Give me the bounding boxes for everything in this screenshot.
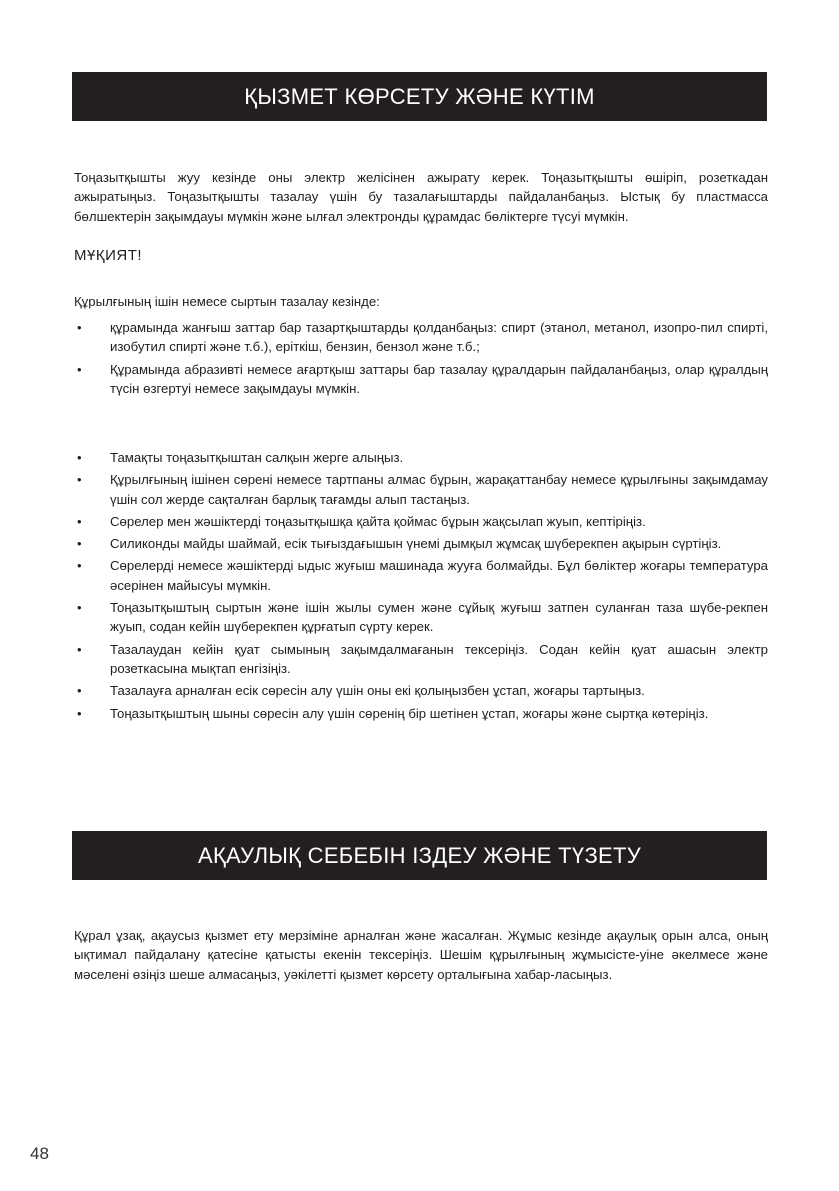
list-item: • Тазалауға арналған есік сөресін алу үшін оны екі қолыңызбен ұстап, жоғары тартыңыз. [74, 681, 768, 700]
page-number: 48 [30, 1144, 49, 1163]
intro-paragraph: Тоңазытқышты жуу кезінде оны электр желісінен ажырату керек. Тоңазытқышты өшіріп, розеткадан ажыратыңыз. Тоңазытқышты тазалау үшін бу тазалағыштарды пайдаланбаңыз. Ыстық бу пластмасса бөлшектерін зақымдауы мүмкін және ылғал электронды құрамдас бөліктерге түсуі мүмкін. [74, 170, 768, 224]
list-item: • Силиконды майды шаймай, есік тығыздағышын үнемі дымқыл жұмсақ шүберекпен ақырын сүртіңіз. [74, 534, 768, 553]
warning-lead: Құрылғының ішін немесе сыртын тазалау кезінде: [74, 294, 380, 309]
bullet-icon: • [77, 472, 82, 488]
list-item: • Тоңазытқыштың сыртын және ішін жылы сумен және сұйық жуғыш затпен суланған таза шүбе-рекпен жуып, содан кейін шүберекпен құрғатып сүрту керек. [77, 600, 768, 635]
bullet-icon: • [77, 683, 82, 699]
section-banner-maintenance [72, 72, 767, 121]
bullet-icon: • [77, 558, 82, 574]
bullet-icon: • [77, 320, 82, 335]
bullet-icon: • [77, 361, 82, 377]
list-item: • Сөрелерді немесе жәшіктерді ыдыс жуғыш машинада жууға болмайды. Бұл бөліктер жоғары температура әсерінен майысуы мүмкін. [77, 558, 768, 593]
list-item: • Тазалаудан кейін қуат сымының зақымдалмағанын тексеріңіз. Содан кейін қуат ашасын электр розеткасына мықтап енгізіңіз. [77, 641, 768, 676]
list-item: • Құрылғының ішінен сөрені немесе тартпаны алмас бұрын, жарақаттанбау немесе құрылғыны зақымдамау үшін сол жерде сақталған барлық тағамды алып тастаңыз. [77, 472, 768, 507]
bullet-icon: • [77, 450, 82, 465]
list-item: • Сөрелер мен жәшіктерді тоңазытқышқа қайта қоймас бұрын жақсылап жуып, кептіріңіз. [74, 512, 768, 531]
list-item: • Тоңазытқыштың шыны сөресін алу үшін сөренің бір шетінен ұстап, жоғары және сыртқа көтеріңіз. [74, 704, 768, 723]
list-item: • Құрамында абразивті немесе ағартқыш заттары бар тазалау құралдарын пайдаланбаңыз, олар құралдың түсін өзгертуі немесе зақымдауы мүмкін. [77, 361, 768, 396]
list-item: • құрамында жанғыш заттар бар тазартқыштарды қолданбаңыз: спирт (этанол, метанол, изопро-пил спирті, изобутил спирті және т.б.), еріткіш, бензин, бензол және т.б.; [77, 320, 768, 355]
bullet-icon: • [77, 513, 82, 529]
warning-list [74, 318, 768, 401]
bullet-icon: • [77, 705, 82, 721]
section-title: АҚАУЛЫҚ СЕБЕБІН ІЗДЕУ ЖӘНЕ ТҮЗЕТУ [197, 842, 642, 868]
bullet-icon: • [77, 641, 82, 657]
troubleshooting-paragraph: Құрал ұзақ, ақаусыз қызмет ету мерзіміне арналған және жасалған. Жұмыс кезінде ақаулық орын алса, оның ықтимал пайдалану қатесіне қатысты екенін тексеріңіз. Шешім құрылғының жұмысісте-уіне әкелмесе және мәселені өзіңіз шеше алмасаңыз, уәкілетті қызмет көрсету орталығына хабар-ласыңыз. [74, 928, 768, 982]
warning-heading: МҰҚИЯТ! [74, 247, 143, 264]
section-title: ҚЫЗМЕТ КӨРСЕТУ ЖӘНЕ КҮТІМ [244, 83, 595, 109]
bullet-icon: • [77, 536, 82, 552]
care-list [74, 448, 768, 726]
section-banner-troubleshooting [72, 831, 767, 880]
list-item: • Тамақты тоңазытқыштан салқын жерге алыңыз. [74, 448, 768, 467]
bullet-icon: • [77, 600, 82, 616]
